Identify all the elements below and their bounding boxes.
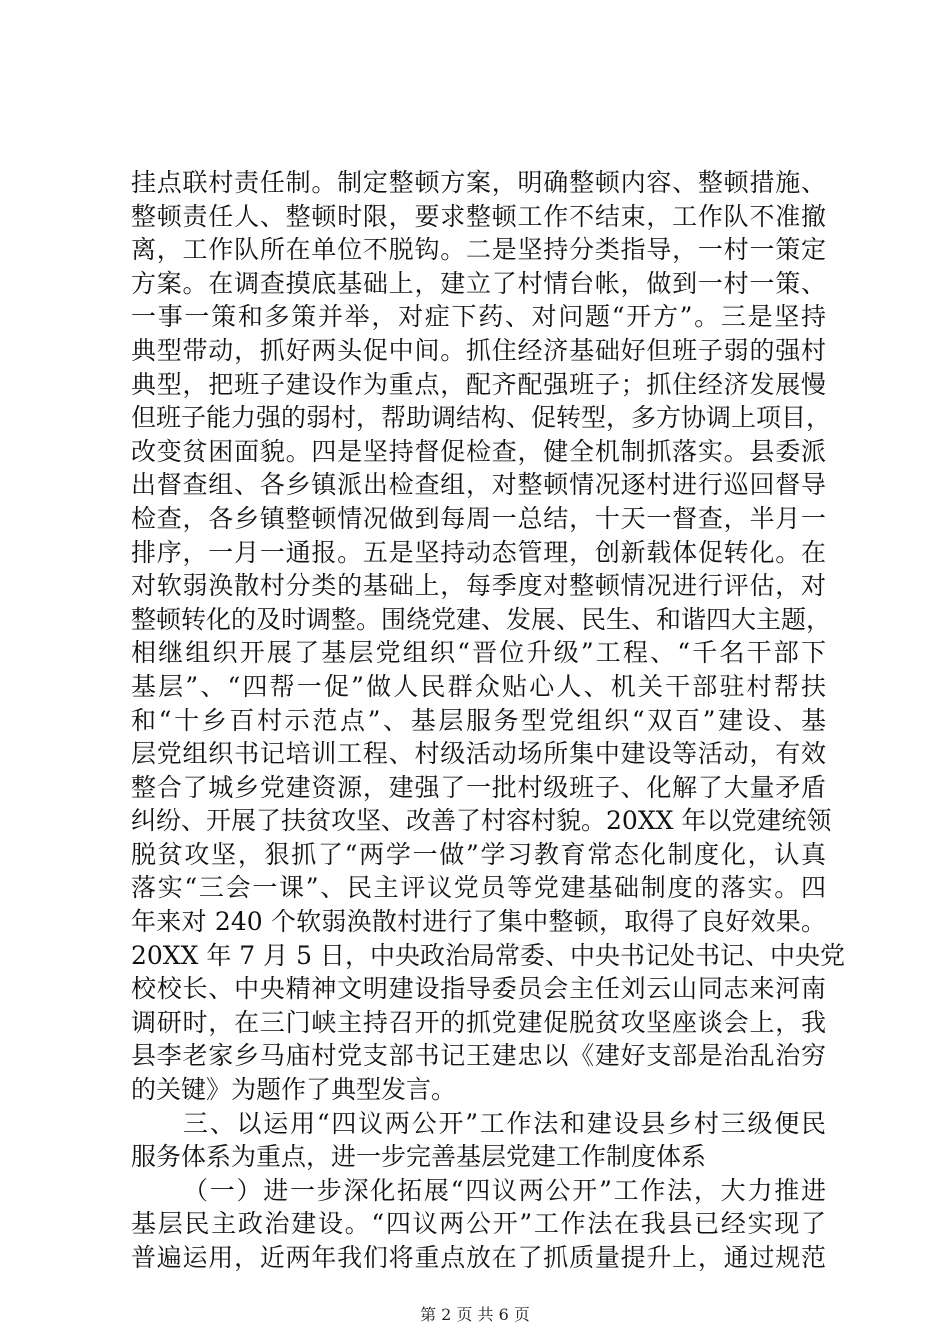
text-line: 排序，一月一通报。五是坚持动态管理，创新载体促转化。在	[131, 537, 826, 567]
text-line: 年来对 240 个软弱涣散村进行了集中整顿，取得了良好效果。	[131, 907, 826, 937]
text-line: 对软弱涣散村分类的基础上，每季度对整顿情况进行评估，对	[131, 571, 826, 601]
text-line: 普遍运用，近两年我们将重点放在了抓质量提升上，通过规范	[131, 1243, 826, 1272]
text-line: 层党组织书记培训工程、村级活动场所集中建设等活动，有效	[131, 739, 826, 769]
document-body	[131, 166, 845, 1275]
section-heading-line: 三、以运用“四议两公开”工作法和建设县乡村三级便民	[183, 1108, 826, 1138]
text-line: 但班子能力强的弱村，帮助调结构、促转型，多方协调上项目，	[131, 403, 832, 433]
text-line: 县李老家乡马庙村党支部书记王建忠以《建好支部是治乱治穷	[131, 1041, 826, 1071]
text-line: 基层”、“四帮一促”做人民群众贴心人、机关干部驻村帮扶	[131, 671, 826, 701]
text-line: 调研时，在三门峡主持召开的抓党建促脱贫攻坚座谈会上，我	[131, 1007, 826, 1037]
text-line: 一事一策和多策并举，对症下药、对问题“开方”。三是坚持	[131, 302, 826, 332]
text-line: 整合了城乡党建资源，建强了一批村级班子、化解了大量矛盾	[131, 772, 826, 802]
text-line: 离，工作队所在单位不脱钩。二是坚持分类指导，一村一策定	[131, 235, 826, 265]
text-line: 脱贫攻坚，狠抓了“两学一做”学习教育常态化制度化，认真	[131, 839, 826, 869]
text-line: 20XX 年 7 月 5 日，中央政治局常委、中央书记处书记、中央党	[131, 940, 845, 970]
text-line: 检查，各乡镇整顿情况做到每周一总结，十天一督查，半月一	[131, 503, 826, 533]
text-line: 方案。在调查摸底基础上，建立了村情台帐，做到一村一策、	[131, 268, 826, 298]
text-line: 的关键》为题作了典型发言。	[131, 1075, 457, 1105]
page-number-footer: 第 2 页 共 6 页	[420, 1305, 530, 1324]
text-line: 相继组织开展了基层党组织“晋位升级”工程、“千名干部下	[131, 638, 826, 668]
text-line: 改变贫困面貌。四是坚持督促检查，健全机制抓落实。县委派	[131, 436, 826, 466]
text-line: 整顿责任人、整顿时限，要求整顿工作不结束，工作队不准撤	[131, 201, 826, 231]
text-line: 基层民主政治建设。“四议两公开”工作法在我县已经实现了	[131, 1209, 826, 1239]
text-line: （一）进一步深化拓展“四议两公开”工作法，大力推进	[183, 1175, 826, 1205]
text-line: 出督查组、各乡镇派出检查组，对整顿情况逐村进行巡回督导	[131, 470, 826, 500]
text-line: 校校长、中央精神文明建设指导委员会主任刘云山同志来河南	[131, 974, 826, 1004]
text-line: 纠纷、开展了扶贫攻坚、改善了村容村貌。20XX 年以党建统领	[131, 806, 832, 836]
section-heading-line: 服务体系为重点，进一步完善基层党建工作制度体系	[131, 1142, 707, 1172]
text-line: 和“十乡百村示范点”、基层服务型党组织“双百”建设、基	[131, 705, 826, 735]
text-line: 典型带动，抓好两头促中间。抓住经济基础好但班子弱的强村	[131, 335, 826, 365]
text-line: 落实“三会一课”、民主评议党员等党建基础制度的落实。四	[131, 873, 826, 903]
text-line: 典型，把班子建设作为重点，配齐配强班子；抓住经济发展慢	[131, 369, 826, 399]
text-line: 整顿转化的及时调整。围绕党建、发展、民生、和谐四大主题，	[131, 604, 832, 634]
text-line: 挂点联村责任制。制定整顿方案，明确整顿内容、整顿措施、	[131, 168, 826, 197]
